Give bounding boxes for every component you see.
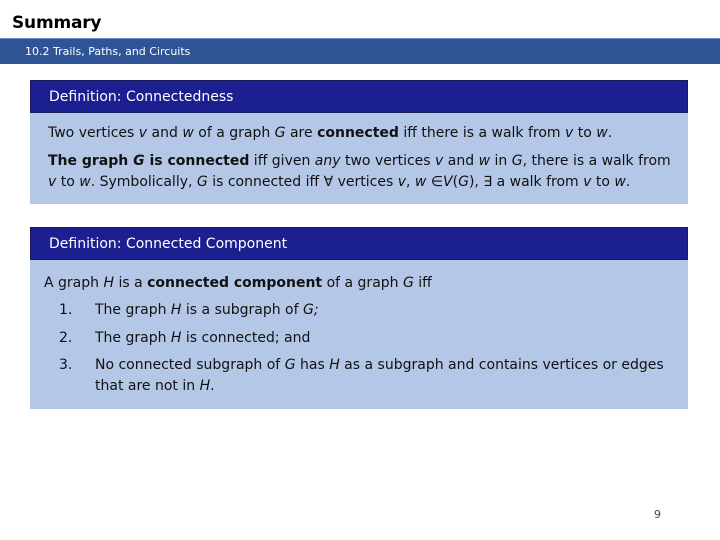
var-G: G xyxy=(303,302,314,318)
list-number: 3. xyxy=(59,357,73,373)
var-V: V xyxy=(443,174,453,190)
var-w: w xyxy=(614,174,626,190)
text: ( xyxy=(452,174,459,190)
text: ; xyxy=(313,302,319,318)
text: , xyxy=(406,174,415,190)
section-bar xyxy=(0,38,720,64)
var-H: H xyxy=(103,275,114,291)
text: Two vertices xyxy=(48,125,139,141)
var-v: v xyxy=(397,174,407,190)
text: . Symbolically, xyxy=(90,174,197,190)
var-G: G xyxy=(274,125,286,141)
text: and xyxy=(443,153,479,169)
text: . xyxy=(210,378,215,394)
text: . xyxy=(625,174,631,190)
text: are xyxy=(285,125,318,141)
connected-vertices-definition xyxy=(48,123,674,144)
var-v: v xyxy=(583,174,592,190)
definition-connectedness-heading: Definition: Connectedness xyxy=(49,89,234,105)
var-H: H xyxy=(329,357,340,373)
text: in xyxy=(490,153,512,169)
var-H: H xyxy=(199,378,211,394)
text: is connected; and xyxy=(181,330,311,346)
definition-component-heading: Definition: Connected Component xyxy=(49,236,288,252)
var-w: w xyxy=(478,153,491,169)
text: as a subgraph and contains vertices or edges that are not in xyxy=(95,357,664,394)
list-text xyxy=(95,300,674,321)
text: iff there is a walk from xyxy=(398,125,566,141)
text: iff xyxy=(413,275,432,291)
text: has xyxy=(295,357,330,373)
term-connected-component: connected component xyxy=(147,275,323,291)
term-connected: connected xyxy=(317,125,399,141)
definition-connectedness-header xyxy=(30,80,688,113)
component-intro xyxy=(44,273,674,294)
text: , there is a walk from xyxy=(522,153,671,169)
var-v: v xyxy=(565,125,574,141)
text: ∈ xyxy=(426,174,444,190)
text: is a xyxy=(114,275,148,291)
term-text: The graph xyxy=(48,153,134,169)
text: No connected subgraph of xyxy=(95,357,285,373)
var-w: w xyxy=(79,174,91,190)
var-G: G xyxy=(402,275,414,291)
text: of a graph xyxy=(193,125,275,141)
text: A graph xyxy=(44,275,104,291)
var-v: v xyxy=(138,125,148,141)
var-v: v xyxy=(48,174,57,190)
text: to xyxy=(591,174,615,190)
text: two vertices xyxy=(340,153,436,169)
term-connected: is connected xyxy=(144,153,250,169)
var-G: G xyxy=(458,174,469,190)
text: is a subgraph of xyxy=(181,302,303,318)
text: The graph xyxy=(95,330,171,346)
list-number: 1. xyxy=(59,302,73,318)
list-text xyxy=(95,355,674,397)
text: to xyxy=(573,125,597,141)
connected-graph-definition xyxy=(48,151,674,193)
var-w: w xyxy=(182,125,194,141)
text: The graph xyxy=(95,302,171,318)
var-G: G xyxy=(511,153,523,169)
var-H: H xyxy=(170,330,182,346)
emphasis-any: any xyxy=(314,153,341,169)
var-H: H xyxy=(170,302,182,318)
definition-component-box xyxy=(30,227,688,409)
section-subtitle: 10.2 Trails, Paths, and Circuits xyxy=(25,45,191,58)
var-w: w xyxy=(596,125,608,141)
text: is connected iff ∀ vertices xyxy=(207,174,398,190)
list-number: 2. xyxy=(59,330,73,346)
text: iff given xyxy=(249,153,315,169)
text: ), ∃ a walk from xyxy=(468,174,584,190)
var-G: G xyxy=(196,174,208,190)
var-G: G xyxy=(284,357,296,373)
text: and xyxy=(147,125,183,141)
var-w: w xyxy=(414,174,427,190)
var-v: v xyxy=(435,153,444,169)
var-G: G xyxy=(133,153,145,169)
text: . xyxy=(607,125,613,141)
definition-connectedness-box xyxy=(30,80,688,204)
text: of a graph xyxy=(322,275,403,291)
definition-component-header xyxy=(30,227,688,260)
text: to xyxy=(56,174,80,190)
slide-title: Summary xyxy=(12,13,102,33)
page-number: 9 xyxy=(654,508,661,521)
list-text xyxy=(95,328,674,349)
